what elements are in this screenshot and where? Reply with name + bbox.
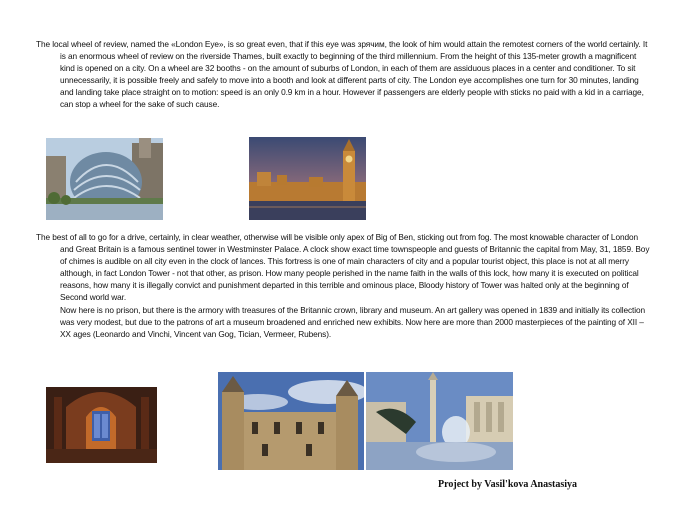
- text-block-london-eye: [36, 38, 651, 111]
- paragraph-armory-gallery: Now here is no prison, but there is the armory with treasures of the Britannic crown, library and museum. An art gallery was opened in 1839 and initially its collection was very modest, but due to the patrons of art a museum broadened and enriched new exhibits. Now here are more than 2000 masterpieces of the painting of XII – XX ages (Leonardo and Vinchi, Vincent van Gog, Tician, Vermeer, Rubens).: [60, 304, 646, 339]
- text-block-big-ben-tower: [36, 231, 651, 340]
- photo-tower-of-london: [218, 372, 364, 470]
- photo-trafalgar-square: [366, 372, 513, 470]
- paragraph-london-eye: The local wheel of review, named the «London Eye», is so great even, that if this eye was зрячим, the look of him would attain the remotest corners of the world certainly. It is an enormous wheel of review on the riverside Thames, built exactly to beginning of the third millennium. From the height of this 135-meter growth a magnificent kind is opened on a city. On a wheel are 32 booths - on the amount of suburbs of London, in each of them are assiduous places in a center and conditioner. To sit unnecessarily, it is possible freely and safely to move into a booth and look at different parts of city. The London eye accomplishes one turn for 30 minutes, landing and landing take place straight on to motion: speed is an only 0.9 km in a hour. However if passengers are elderly people with sticks no paid with a kid in a carriage, can stop a wheel for the sake of such cause.: [36, 39, 648, 110]
- paragraph-big-ben-tower: The best of all to go for a drive, certainly, in clear weather, otherwise will be visible only apex of Big of Ben, sticking out from fog. The most knowable character of London and Great Britain is a famous sentinel tower in Westminster Palace. A clock show exact time townspeople and guests of Britannic the capital from May, 31, 1859. Boy of chimes is audible on all city even in the clock of lances. This fortress is one of main characters of city and a popular tourist object, this place is not at all merry although, in fact London Tower - not that other, as prison. How many people perished in the name faith in the walls of this lock, how many it is executed on political reasons, how many it is illegally convict and punishment departed in this terrible and ominous place, Bloody history of Tower was halted only at the beginning of Second world war.: [36, 232, 650, 303]
- photo-city-hall: [46, 138, 163, 220]
- project-credit: Project by Vasil'kova Anastasiya: [438, 479, 577, 490]
- photo-cathedral-interior: [46, 387, 157, 463]
- photo-big-ben: [249, 137, 366, 220]
